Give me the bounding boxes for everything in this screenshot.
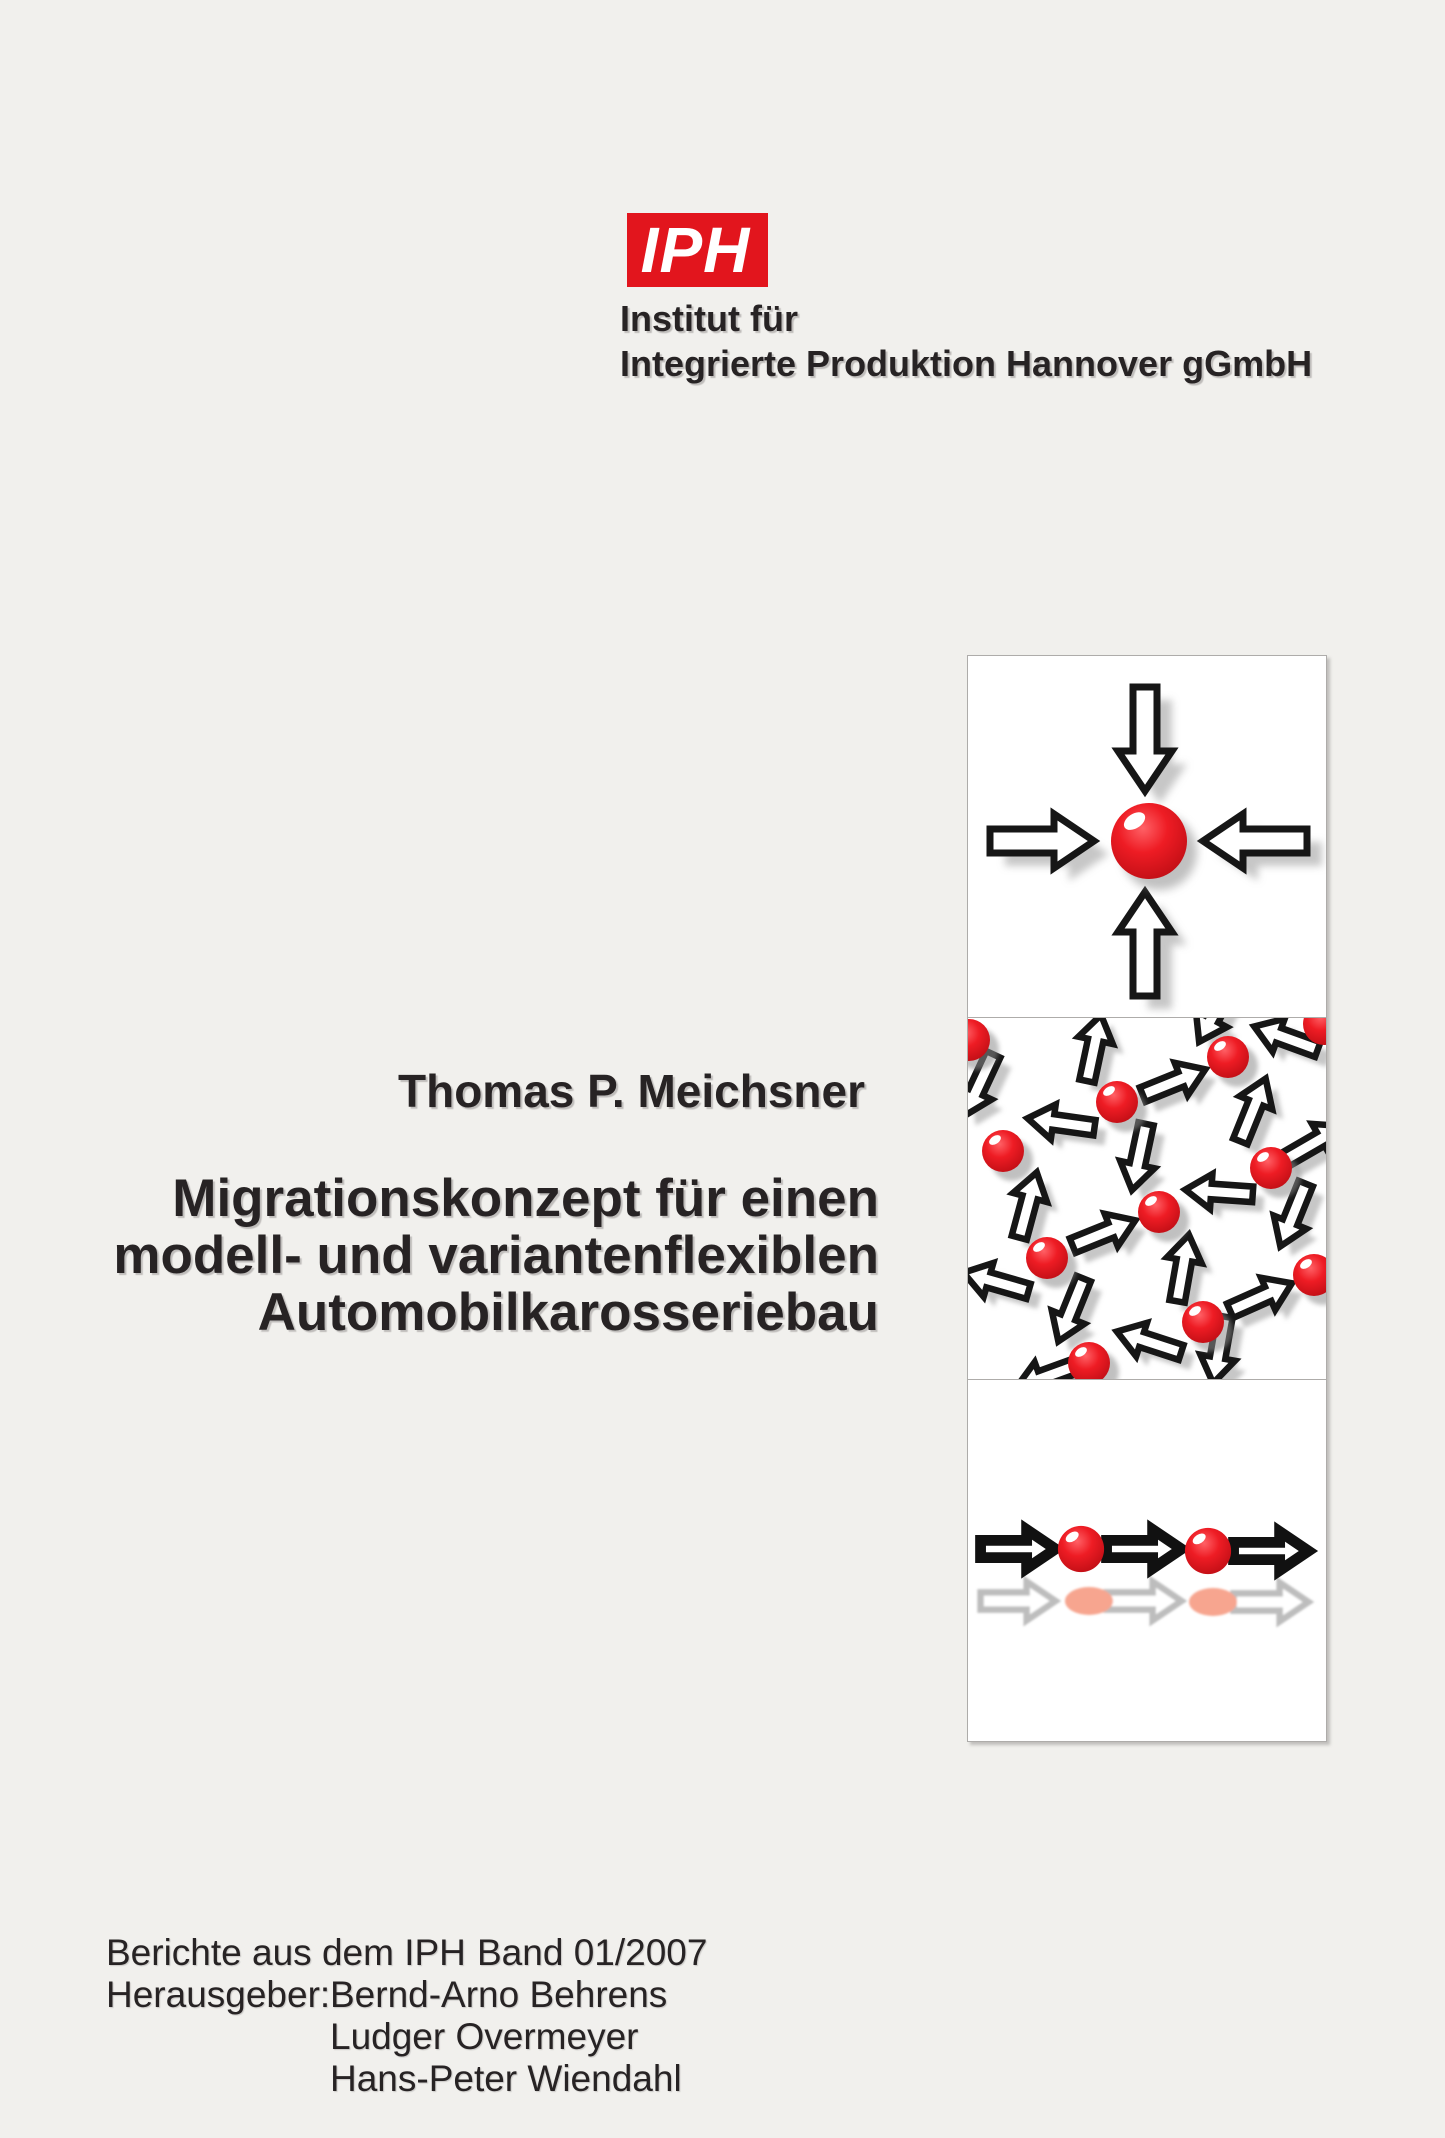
title-line3: Automobilkarosseriebau bbox=[257, 1283, 879, 1342]
author-name: Thomas P. Meichsner bbox=[398, 1065, 865, 1117]
cover-artwork-column bbox=[967, 655, 1327, 1742]
editor-2: Ludger Overmeyer bbox=[330, 2016, 639, 2057]
iph-logo-text: IPH bbox=[640, 214, 751, 286]
series-title: Berichte aus dem IPH bbox=[106, 1932, 466, 1973]
sequence-diagram bbox=[968, 1380, 1326, 1741]
institute-line2: Integrierte Produktion Hannover gGmbH bbox=[620, 343, 1313, 384]
institute-name bbox=[620, 296, 1312, 386]
iph-logo bbox=[627, 213, 768, 287]
artwork-panel-convergence bbox=[967, 655, 1327, 1018]
network-diagram bbox=[968, 1018, 1326, 1379]
title-line1: Migrationskonzept für einen bbox=[172, 1169, 879, 1228]
publisher-label: Herausgeber: bbox=[106, 1974, 331, 2015]
imprint-editor-line bbox=[106, 2016, 639, 2058]
title-line2: modell- und variantenflexiblen bbox=[113, 1226, 879, 1285]
editor-1: Bernd-Arno Behrens bbox=[330, 1974, 668, 2015]
imprint-editor-line bbox=[106, 2058, 682, 2100]
imprint-publisher-line bbox=[106, 1974, 668, 2016]
artwork-panel-network bbox=[967, 1017, 1327, 1380]
institute-line1: Institut für bbox=[620, 298, 798, 339]
book-title bbox=[113, 1170, 879, 1341]
convergence-diagram bbox=[968, 656, 1326, 1017]
imprint-series-line bbox=[106, 1932, 708, 1974]
imprint-block bbox=[106, 1932, 708, 2100]
artwork-panel-sequence bbox=[967, 1379, 1327, 1742]
editor-3: Hans-Peter Wiendahl bbox=[330, 2058, 682, 2099]
volume-number: Band 01/2007 bbox=[477, 1932, 708, 1973]
